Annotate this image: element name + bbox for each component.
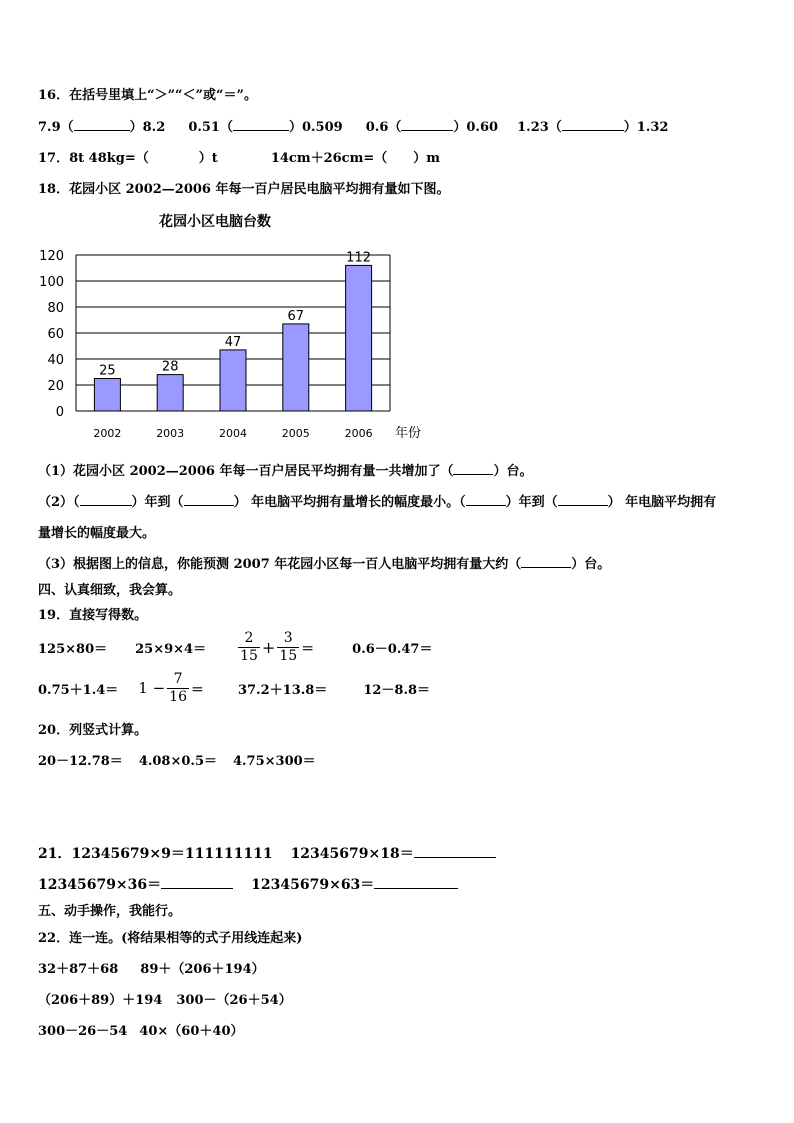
- q16-item-2-left: 0.51（: [188, 120, 233, 135]
- x-tick-label: 2003: [156, 427, 185, 440]
- y-tick-label: 60: [47, 327, 64, 342]
- bar-value-label: 67: [287, 308, 305, 324]
- q22-row-1: [38, 958, 265, 977]
- q18-sub2-part-c: ） 年电脑平均拥有量增长的幅度最小。（: [233, 495, 466, 510]
- x-tick-label: 2002: [93, 427, 122, 440]
- q22-expr[interactable]: 89＋（206＋194）: [140, 962, 265, 977]
- x-tick-label: 2004: [219, 427, 247, 440]
- q18-sub2-part-a: （2）（: [38, 495, 80, 510]
- q19-expr: 12－8.8＝: [363, 682, 431, 698]
- q16-item-1-right: ）8.2: [129, 120, 166, 135]
- bar: [220, 350, 246, 411]
- y-tick-label: 100: [39, 275, 64, 290]
- q18-title: 18．花园小区 2002—2006 年每一百户居民电脑平均拥有量如下图。: [38, 182, 450, 197]
- x-axis-ticks: [93, 427, 372, 440]
- q22-row-3: [38, 1020, 244, 1039]
- q19-expr: 125×80＝: [38, 641, 108, 657]
- q18-sub1-text: （1）花园小区 2002—2006 年每一百户居民平均拥有量一共增加了（: [38, 464, 454, 479]
- fraction: $\frac{3}{15}$: [279, 629, 298, 664]
- bar-chart: [0, 0, 794, 460]
- q19-expr: 37.2＋13.8＝: [238, 682, 328, 698]
- section-4-heading: 四、认真细致，我会算。: [38, 583, 182, 598]
- q19-expr: 1 −: [138, 679, 166, 697]
- q18-sub1-end: ）台。: [493, 464, 533, 479]
- q21-row-1: [38, 843, 496, 863]
- bar-value-label: 25: [99, 363, 116, 379]
- answer-blank[interactable]: [453, 462, 493, 475]
- q16-item-3-right: ）0.60: [453, 120, 499, 135]
- bar: [346, 265, 372, 411]
- bar-value-label: 47: [224, 334, 242, 350]
- bar-value-label: 112: [346, 250, 372, 266]
- q22-expr[interactable]: 300－26－54: [38, 1024, 128, 1039]
- q20-expr: 4.08×0.5＝: [138, 754, 217, 769]
- chart-bars: [94, 250, 371, 411]
- q19-row-1: [38, 628, 432, 666]
- x-tick-label: 2006: [344, 427, 373, 440]
- q22-expr[interactable]: 32＋87＋68: [38, 962, 119, 977]
- answer-blank[interactable]: [80, 493, 132, 506]
- q22-expr[interactable]: 40×（60＋40）: [139, 1024, 244, 1039]
- q18-sub3: [38, 553, 610, 572]
- q16-title: 16．在括号里填上“＞”“＜”或“＝”。: [38, 88, 257, 103]
- answer-blank[interactable]: [184, 493, 234, 506]
- q16-item-3-left: 0.6（: [365, 120, 402, 135]
- q22-expr[interactable]: （206＋89）＋194: [38, 993, 163, 1008]
- y-tick-label: 40: [47, 353, 64, 368]
- q16-item-4-left: 1.23（: [517, 120, 562, 135]
- y-tick-label: 120: [39, 249, 64, 264]
- q21-expr: 12345679×63＝: [251, 877, 375, 893]
- q16-item-1-left: 7.9（: [38, 120, 74, 135]
- bar: [94, 379, 120, 412]
- q22-row-2: [38, 989, 292, 1008]
- q20-items: [38, 750, 316, 769]
- q17-a-left: 17．8t 48kg=（: [38, 151, 149, 166]
- answer-blank[interactable]: [374, 876, 458, 889]
- answer-blank[interactable]: [558, 493, 608, 506]
- q22-expr[interactable]: 300－（26＋54）: [176, 993, 292, 1008]
- q20-expr: 4.75×300＝: [232, 754, 316, 769]
- y-tick-label: 0: [55, 405, 64, 420]
- bar-value-label: 28: [161, 359, 179, 375]
- q19-row-2: [38, 669, 430, 707]
- q18-sub2-part-e: ） 年电脑平均拥有: [607, 495, 717, 510]
- x-tick-label: 2005: [281, 427, 310, 440]
- q18-sub3-end: ）台。: [571, 557, 611, 572]
- q21-expr: 12345679×36＝: [38, 877, 162, 893]
- q16-item-2-right: ）0.509: [288, 120, 343, 135]
- y-tick-label: 80: [47, 301, 64, 316]
- q17-b-left: 14cm＋26cm=（: [270, 151, 388, 166]
- q18-sub1: [38, 460, 532, 479]
- answer-blank[interactable]: [414, 845, 496, 858]
- chart-title: 花园小区电脑台数: [159, 214, 271, 230]
- q18-sub2-part-b: ）年到（: [131, 495, 184, 510]
- q18-sub2-cont: 量增长的幅度最大。: [38, 526, 156, 541]
- fraction: $\frac{7}{16}$: [169, 670, 187, 705]
- q20-expr: 20－12.78＝: [38, 754, 123, 769]
- equals-sign: ＝: [191, 682, 205, 698]
- y-tick-label: 20: [47, 379, 64, 394]
- answer-blank[interactable]: [466, 493, 506, 506]
- q16-item-4-right: ）1.32: [623, 120, 669, 135]
- fraction: $\frac{2}{15}$: [240, 629, 258, 664]
- q19-expr: 0.6－0.47＝: [352, 641, 433, 657]
- q21-expr: 12345679×18＝: [290, 846, 414, 862]
- q19-expr: 0.75＋1.4＝: [38, 682, 119, 698]
- answer-blank[interactable]: [521, 555, 571, 568]
- answer-blank[interactable]: [161, 876, 233, 889]
- bar: [283, 324, 309, 411]
- plus-sign: +: [261, 637, 276, 657]
- x-axis-label: 年份: [394, 426, 422, 441]
- q17-a-right: ）t: [198, 151, 218, 166]
- q18-sub2: [38, 491, 716, 510]
- section-5-heading: 五、动手操作，我能行。: [38, 904, 182, 919]
- q19-expr: 25×9×4＝: [135, 641, 207, 657]
- bar: [157, 375, 183, 411]
- q21-row-2: [38, 874, 458, 894]
- q22-title: 22．连一连。(将结果相等的式子用线连起来): [38, 931, 303, 946]
- q20-title: 20．列竖式计算。: [38, 723, 148, 738]
- q17-b-right: ）m: [413, 151, 441, 166]
- y-axis-ticks: [39, 249, 64, 420]
- q18-sub2-part-d: ）年到（: [505, 495, 558, 510]
- q19-title: 19．直接写得数。: [38, 608, 148, 623]
- q21-expr: 21．12345679×9＝111111111: [38, 846, 273, 862]
- q18-sub3-text: （3）根据图上的信息，你能预测 2007 年花园小区每一百人电脑平均拥有量大约（: [38, 557, 522, 572]
- equals-sign: ＝: [301, 641, 315, 657]
